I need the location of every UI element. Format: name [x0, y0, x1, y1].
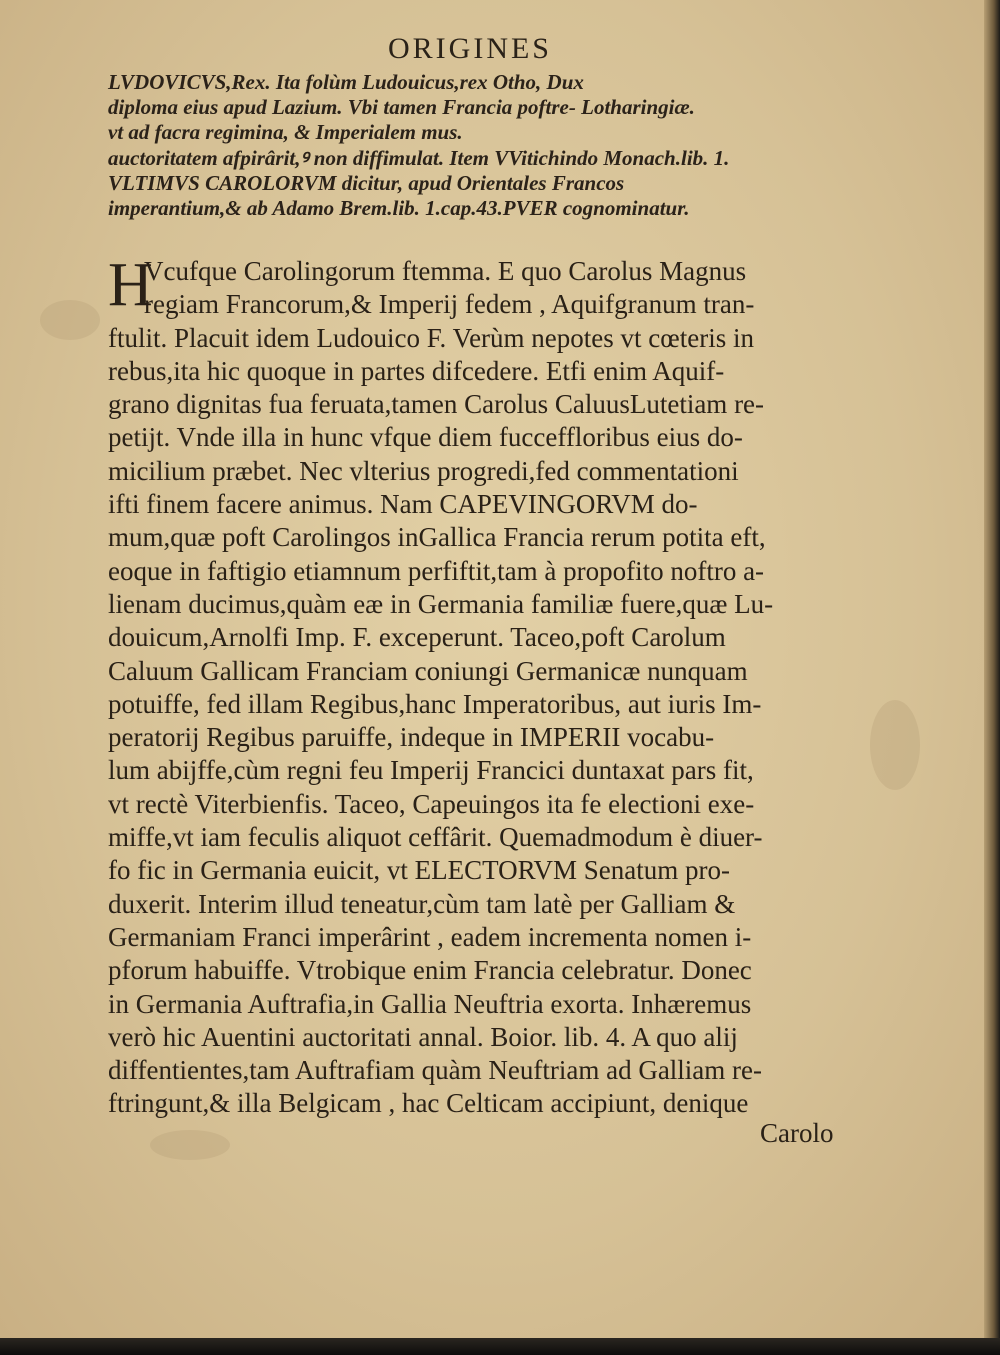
- paper-stain: [870, 700, 920, 790]
- text-line: in Germania Auftrafia,in Gallia Neuftria exorta. Inhæremus: [108, 988, 752, 1019]
- note-line: auctoritatem afpirârit,ꝰ non diffimulat. Item VVitichindo Monach.lib. 1.: [108, 145, 730, 170]
- text-line: lum abijffe,cùm regni feu Imperij Francici duntaxat pars fit,: [108, 755, 754, 786]
- text-line: potuiffe, fed illam Regibus,hanc Imperatoribus, aut iuris Im-: [108, 688, 762, 719]
- body-text: [108, 251, 873, 1121]
- text-line: Caluum Gallicam Franciam coniungi Germanicæ nunquam: [108, 655, 748, 686]
- text-line: diffentientes,tam Auftrafiam quàm Neuftriam ad Galliam re-: [108, 1055, 763, 1086]
- text-line: micilium præbet. Nec vlterius progredi,fed commentationi: [108, 455, 739, 486]
- text-line: vt rectè Viterbienfis. Taceo, Capeuingos ita fe electioni exe-: [108, 788, 755, 819]
- note-line: diploma eius apud Lazium. Vbi tamen Francia poftre- Lotharingiæ.: [108, 95, 695, 120]
- text-line: miffe,vt iam feculis aliquot ceffârit. Quemadmodum è diuer-: [108, 822, 763, 853]
- page-edge-bottom: [0, 1338, 1000, 1355]
- note-line: LVDOVICVS,Rex. Ita folùm Ludouicus,rex Otho, Dux: [108, 70, 584, 94]
- text-line: douicum,Arnolfi Imp. F. exceperunt. Taceo,poft Carolum: [108, 622, 726, 653]
- text-line: ftulit. Placuit idem Ludouico F. Verùm nepotes vt cœteris in: [108, 322, 754, 353]
- paper-stain: [40, 300, 100, 340]
- text-line: Vcufque Carolingorum ftemma. E quo Carolus Magnus: [144, 256, 747, 286]
- text-line: mum,quæ poft Carolingos inGallica Francia rerum potita eft,: [108, 522, 766, 553]
- text-line: peratorij Regibus paruiffe, indeque in IMPERII vocabu-: [108, 722, 715, 753]
- text-line: eoque in faftigio etiamnum perfiftit,tam à propofito noftro a-: [108, 555, 765, 586]
- note-line: vt ad facra regimina, & Imperialem mus.: [108, 120, 463, 145]
- catchword: Carolo: [760, 1118, 834, 1148]
- paper-stain: [150, 1130, 230, 1160]
- page-edge-right: [984, 0, 1000, 1338]
- note-line: VLTIMVS CAROLORVM dicitur, apud Orientales Francos: [108, 170, 625, 195]
- text-line: Germaniam Franci imperârint , eadem incrementa nomen i-: [108, 921, 752, 952]
- text-line: ifti finem facere animus. Nam CAPEVINGORVM do-: [108, 489, 698, 520]
- text-line: petijt. Vnde illa in hunc vfque diem fucceffloribus eius do-: [108, 422, 743, 453]
- text-line: grano dignitas fua feruata,tamen Carolus CaluusLutetiam re-: [108, 389, 765, 420]
- text-line: fo fic in Germania euicit, vt ELECTORVM Senatum pro-: [108, 855, 730, 886]
- note-line: imperantium,& ab Adamo Brem.lib. 1.cap.43.PVER cognominatur.: [108, 195, 690, 220]
- page-header: ORIGINES: [388, 32, 552, 65]
- marginal-notes: [108, 70, 878, 221]
- text-line: duxerit. Interim illud teneatur,cùm tam latè per Galliam &: [108, 888, 736, 919]
- text-line: rebus,ita hic quoque in partes difcedere. Etfi enim Aquif-: [108, 355, 725, 386]
- text-line: lienam ducimus,quàm eæ in Germania familiæ fuere,quæ Lu-: [108, 588, 774, 619]
- text-line: pforum habuiffe. Vtrobique enim Francia celebratur. Donec: [108, 955, 752, 986]
- text-line: verò hic Auentini auctoritati annal. Boior. lib. 4. A quo alij: [108, 1021, 738, 1052]
- text-line: ftringunt,& illa Belgicam , hac Celticam accipiunt, denique: [108, 1088, 749, 1119]
- text-line: regiam Francorum,& Imperij fedem , Aquifgranum tran-: [144, 289, 755, 320]
- drop-capital: H: [108, 251, 153, 319]
